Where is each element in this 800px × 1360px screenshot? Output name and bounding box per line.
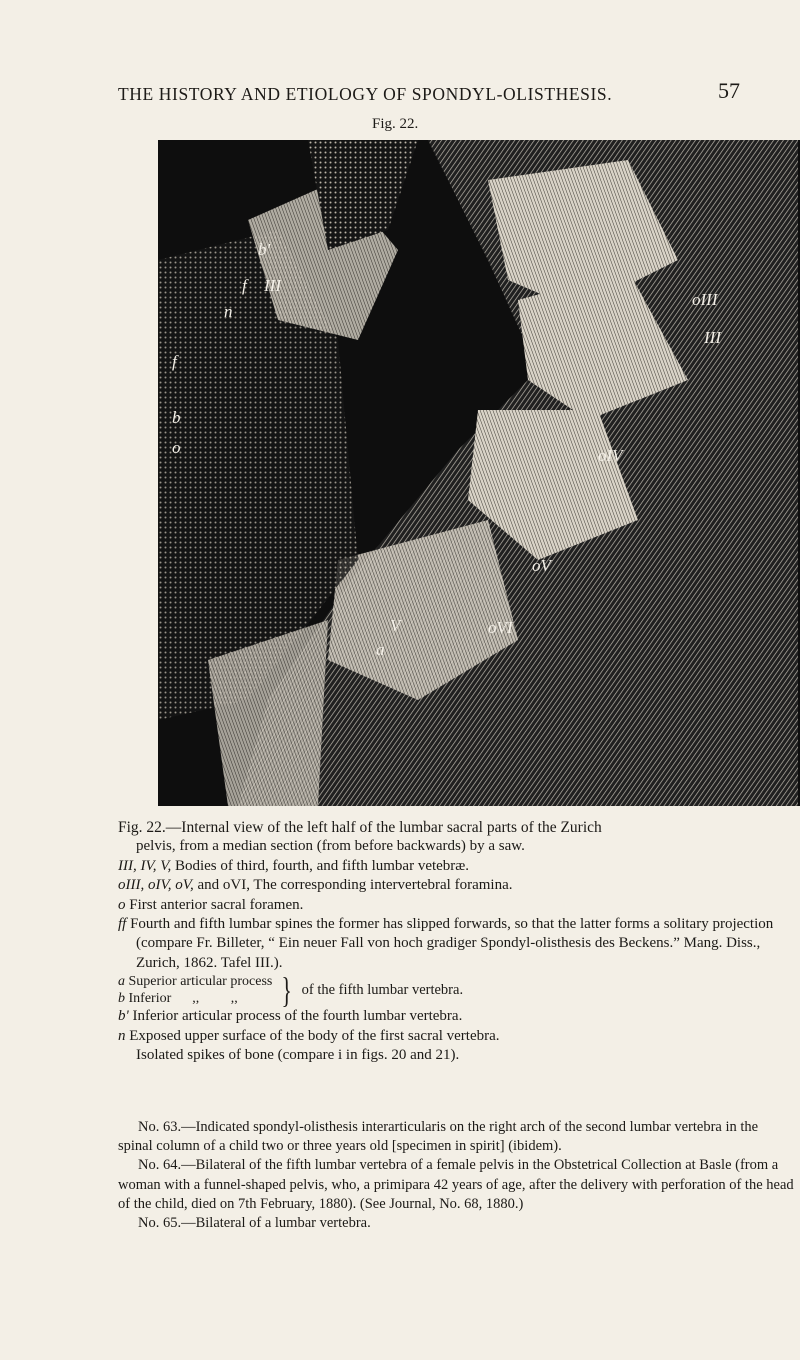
- legend-text: Inferior articular process of the fourth lumbar vertebra.: [132, 1008, 463, 1025]
- legend-key: b: [118, 991, 125, 1007]
- legend-key: a: [118, 974, 125, 990]
- legend-item: [118, 915, 790, 973]
- legend-key: ff: [118, 916, 127, 933]
- legend-text: First anterior sacral foramen.: [129, 896, 304, 913]
- legend-item: [118, 876, 790, 895]
- legend-text: Fourth and fifth lumbar spines the former has slipped forwards, so that the latter forms a solitary projection (compare Fr. Billeter, “ Ein neuer Fall von hoch gradiger Spondyl-olisthesis des Beckens.” Mang. Diss., Zurich, 1862. Tafel III.).: [130, 916, 774, 971]
- fig-letter-a: a: [376, 640, 385, 659]
- legend-text: Isolated spikes of bone (compare i in figs. 20 and 21).: [136, 1047, 460, 1064]
- body-paragraph: No. 65.—Bilateral of a lumbar vertebra.: [138, 1215, 371, 1232]
- legend-key: oIII, oIV, oV,: [118, 877, 194, 894]
- brace-labels: [118, 973, 272, 1007]
- body-paragraph: No. 64.—Bilateral of the fifth lumbar vertebra of a female pelvis in the Obstetrical Collection at Basle (from a woman with a funnel-shaped pelvis, who, a primipara 42 years of age, after the delivery with perforation of the head of the child, died on 7th February, 1880). (See Journal, No. 68, 1880.): [118, 1157, 794, 1212]
- running-head: THE HISTORY AND ETIOLOGY OF SPONDYL-OLISTHESIS.: [118, 84, 613, 104]
- legend-item: [118, 1046, 790, 1065]
- legend-text: Superior articular process: [128, 974, 273, 990]
- brace-line-b: [118, 990, 272, 1007]
- legend-key: n: [118, 1027, 126, 1044]
- legend-item: [118, 857, 790, 876]
- brace-line-a: [118, 973, 272, 990]
- fig-letter-f-upper: f: [242, 276, 247, 295]
- body-paragraph: No. 63.—Indicated spondyl-olisthesis interarticularis on the right arch of the second lumbar vertebra in the spinal column of a child two or three years old [specimen in spirit] (ibidem).: [118, 1119, 759, 1155]
- fig-letter-oIV: oIV: [598, 446, 623, 465]
- legend-key: b': [118, 1008, 129, 1025]
- body-text: [118, 1118, 794, 1233]
- brace-icon: }: [281, 970, 293, 1011]
- engraving-figure: [158, 140, 800, 806]
- brace-shared-text: of the fifth lumbar vertebra.: [301, 981, 464, 998]
- fig-letter-oVI: oVI: [488, 618, 513, 637]
- legend-brace-group: [118, 970, 790, 1011]
- fig-letter-o: o: [172, 438, 181, 457]
- fig-letter-oV: oV: [532, 556, 551, 575]
- fig-letter-V: V: [390, 616, 401, 635]
- legend-text: Inferior ,, ,,: [128, 991, 238, 1007]
- fig-letter-III: III: [264, 276, 281, 295]
- spine-engraving: [158, 140, 800, 806]
- figure-label: Fig. 22.: [372, 116, 419, 132]
- legend-text: Bodies of third, fourth, and fifth lumbar vetebræ.: [174, 857, 470, 874]
- caption-title-cont: pelvis, from a median section (from before backwards) by a saw.: [136, 838, 525, 855]
- figure-caption: [118, 818, 790, 1065]
- legend-text: and oVI, The corresponding intervertebral foramina.: [197, 877, 513, 894]
- fig-letter-b: b: [172, 408, 181, 427]
- fig-letter-III-right: III: [704, 328, 721, 347]
- fig-letter-f-lower: f: [172, 352, 177, 371]
- page-number: 57: [718, 78, 740, 103]
- caption-title: Fig. 22.—Internal view of the left half of the lumbar sacral parts of the Zurich: [118, 819, 602, 836]
- legend-text: Exposed upper surface of the body of the first sacral vertebra.: [129, 1027, 500, 1044]
- fig-letter-b-prime: b': [258, 240, 271, 259]
- fig-letter-oIII: oIII: [692, 290, 718, 309]
- fig-letter-n: n: [224, 302, 233, 321]
- legend-item: [118, 896, 790, 915]
- legend-item: [118, 1007, 790, 1026]
- legend-item: [118, 1027, 790, 1046]
- legend-key: III, IV, V,: [118, 857, 172, 874]
- legend-key: o: [118, 896, 126, 913]
